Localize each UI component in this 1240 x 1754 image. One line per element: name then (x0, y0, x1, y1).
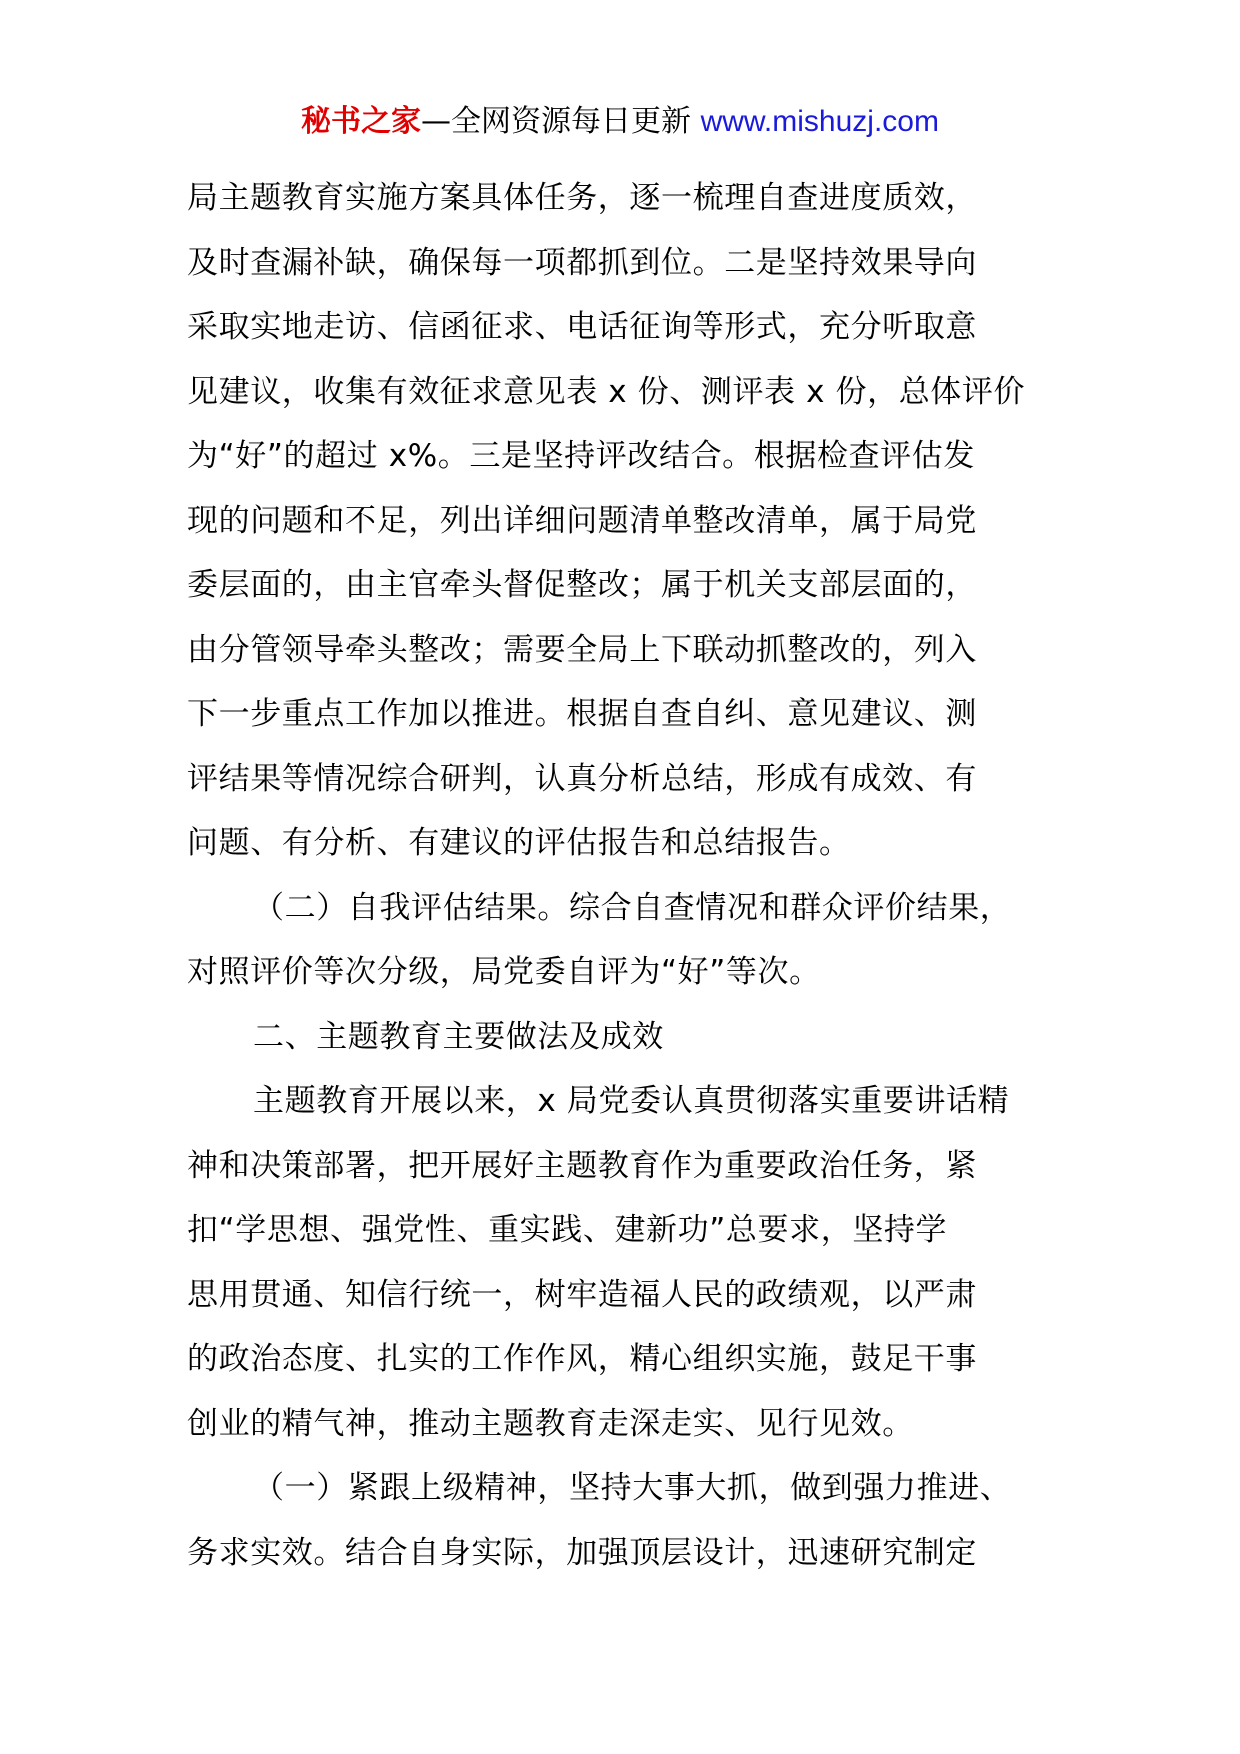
page-header (0, 100, 1240, 144)
section-heading-self-assessment: （二）自我评估结果。综合自查情况和群众评价结果， (253, 889, 1012, 926)
text-line: 思用贯通、知信行统一，树牢造福人民的政绩观，以严肃 (187, 1276, 977, 1313)
text-line: 神和决策部署，把开展好主题教育作为重要政治任务，紧 (187, 1147, 977, 1184)
text-line: 评结果等情况综合研判，认真分析总结，形成有成效、有 (187, 760, 977, 797)
text-line: 的政治态度、扎实的工作作风，精心组织实施，鼓足干事 (187, 1341, 977, 1377)
header-site-link[interactable]: www.mishuzj.com (700, 105, 939, 138)
paragraph-start: 主题教育开展以来，x 局党委认真贯彻落实重要讲话精 (253, 1083, 1010, 1119)
section-heading-main-practices: 二、主题教育主要做法及成效 (253, 1018, 664, 1055)
text-line: 现的问题和不足，列出详细问题清单整改清单，属于局党 (187, 502, 977, 539)
text-line: 及时查漏补缺，确保每一项都抓到位。二是坚持效果导向 (187, 244, 977, 281)
section-heading-follow-superior: （一）紧跟上级精神，坚持大事大抓，做到强力推进、 (253, 1470, 1012, 1506)
text-line: 采取实地走访、信函征求、电话征询等形式，充分听取意 (187, 309, 977, 345)
text-line: 下一步重点工作加以推进。根据自查自纠、意见建议、测 (187, 696, 977, 732)
text-line: 对照评价等次分级，局党委自评为“好”等次。 (187, 954, 821, 990)
text-line: 扣“学思想、强党性、重实践、建新功”总要求，坚持学 (187, 1212, 948, 1248)
text-line: 务求实效。结合自身实际，加强顶层设计，迅速研究制定 (187, 1534, 977, 1571)
text-line: 委层面的，由主官牵头督促整改；属于机关支部层面的， (187, 567, 977, 603)
header-slogan: —全网资源每日更新 (421, 104, 701, 139)
text-line: 问题、有分析、有建议的评估报告和总结报告。 (187, 825, 851, 861)
document-body (187, 166, 1067, 1585)
text-line: 创业的精气神，推动主题教育走深走实、见行见效。 (187, 1405, 914, 1442)
text-line: 为“好”的超过 x%。三是坚持评改结合。根据检查评估发 (187, 438, 975, 474)
header-brand: 秘书之家 (301, 104, 422, 139)
text-line: 见建议，收集有效征求意见表 x 份、测评表 x 份，总体评价 (187, 373, 1026, 410)
text-line: 由分管领导牵头整改；需要全局上下联动抓整改的，列入 (187, 631, 977, 668)
text-line: 局主题教育实施方案具体任务，逐一梳理自查进度质效， (187, 180, 977, 216)
